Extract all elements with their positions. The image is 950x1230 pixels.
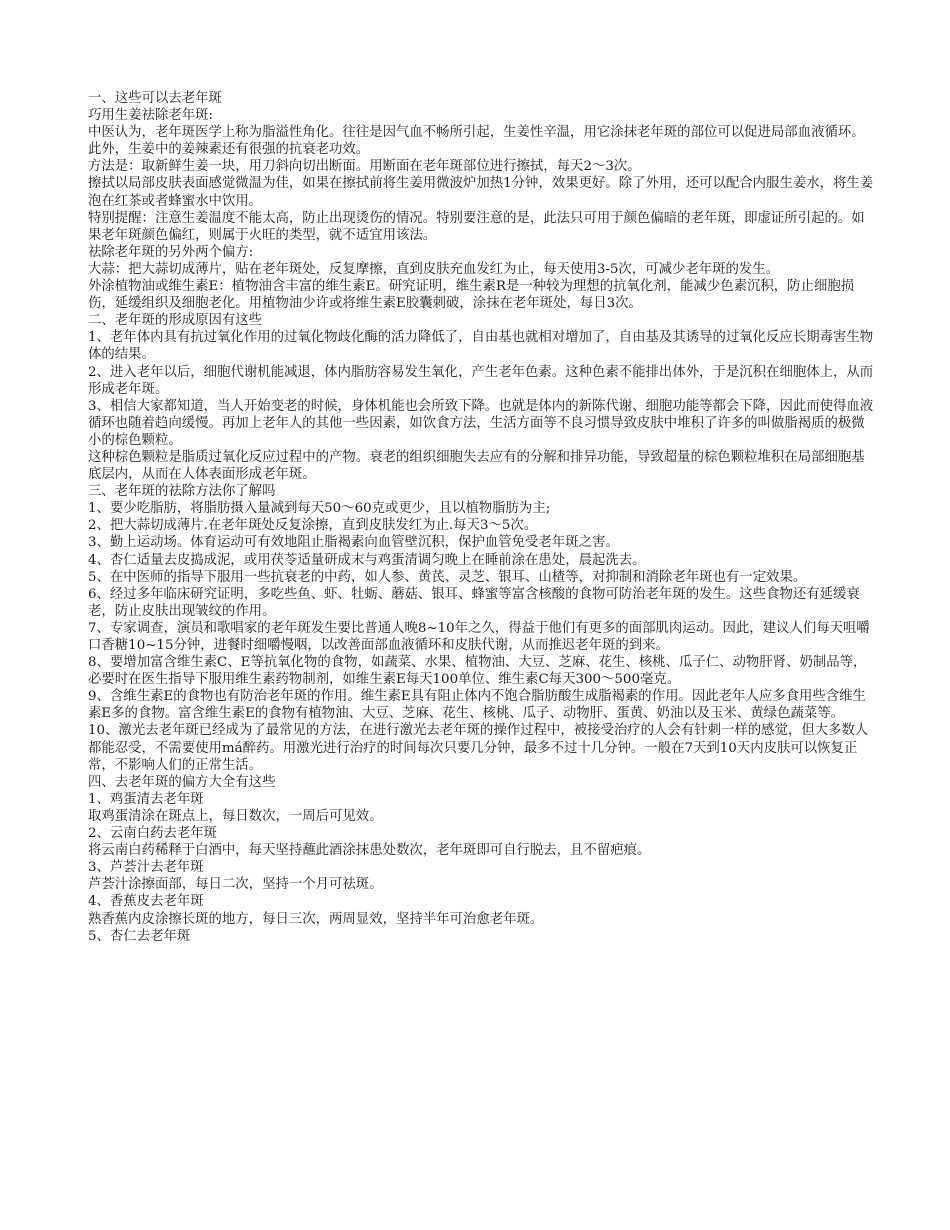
- section-heading-4: 四、去老年斑的偏方大全有这些: [88, 774, 276, 790]
- remedy-title: 1、鸡蛋清去老年斑: [88, 791, 204, 807]
- remedy-text: 熟香蕉内皮涂擦长斑的地方，每日三次，两周显效，坚持半年可治愈老年斑。: [88, 911, 544, 927]
- list-item: 8、要增加富含维生素C、E等抗氧化物的食物，如蔬菜、水果、植物油、大豆、芝麻、花生、核桃、瓜子仁、动物肝肾、奶制品等，必要时在医生指导下服用维生素药物制剂，如维生素E每天100单位、维生素C每天300～500毫克。: [88, 655, 867, 688]
- section-heading-3: 三、老年斑的祛除方法你了解吗: [88, 484, 276, 500]
- paragraph: 2、进入老年以后，细胞代谢机能减退，体内脂肪容易发生氧化，产生老年色素。这种色素不能排出体外，于是沉积在细胞体上，从而形成老年斑。: [88, 364, 874, 397]
- list-item: 6、经过多年临床研究证明，多吃些鱼、虾、牡蛎、蘑菇、银耳、蜂蜜等富含核酸的食物可防治老年斑的发生。这些食物还有延缓衰老，防止皮肤出现皱纹的作用。: [88, 586, 860, 619]
- remedy-title: 2、云南白药去老年斑: [88, 826, 218, 842]
- remedy-text: 将云南白药稀释于白酒中，每天坚持蘸此酒涂抹患处数次，老年斑即可自行脱去，且不留疤痕。: [88, 843, 651, 859]
- paragraph: 1、老年体内具有抗过氧化作用的过氧化物歧化酶的活力降低了，自由基也就相对增加了，自由基及其诱导的过氧化反应长期毒害生物体的结果。: [88, 330, 874, 363]
- paragraph: 擦拭以局部皮肤表面感觉微温为佳，如果在擦拭前将生姜用微波炉加热1分钟，效果更好。除了外用，还可以配合内服生姜水，将生姜泡在红茶或者蜂蜜水中饮用。: [88, 176, 874, 209]
- paragraph: 外涂植物油或维生素E：植物油含丰富的维生素E。研究证明，维生素R是一种较为理想的抗氧化剂，能减少色素沉积，防止细胞损伤，延缓组织及细胞老化。用植物油少许或将维生素E胶囊刺破，涂抹在老年斑处，每日3次。: [88, 279, 855, 312]
- list-item: 3、勤上运动场。体育运动可有效地阻止脂褐素向血管壁沉积，保护血管免受老年斑之害。: [88, 535, 619, 551]
- list-item: 10、激光去老年斑已经成为了最常见的方法，在进行激光去老年斑的操作过程中，被接受治疗的人会有针刺一样的感觉，但大多数人都能忍受，不需要使用má醉药。用激光进行治疗的时间每次只要几分钟，最多不过十几分钟。一般在7天到10天内皮肤可以恢复正常，不影响人们的正常生活。: [88, 723, 869, 773]
- paragraph: 大蒜：把大蒜切成薄片，贴在老年斑处，反复摩擦，直到皮肤充血发红为止，每天使用3-5次，可减少老年斑的发生。: [88, 261, 780, 277]
- paragraph: 3、相信大家都知道，当人开始变老的时候，身体机能也会所致下降。也就是体内的新陈代谢、细胞功能等都会下降，因此而使得血液循环也随着趋向缓慢。再加上老年人的其他一些因素，如饮食方法，生活方面等不良习惯导致皮肤中堆积了许多的叫做脂褐质的极微小的棕色颗粒。: [88, 398, 874, 448]
- remedy-text: 芦荟汁涂擦面部，每日二次，坚持一个月可祛斑。: [88, 877, 383, 893]
- list-item: 9、含维生素E的食物也有防治老年斑的作用。维生素E具有阻止体内不饱合脂肪酸生成脂褐素的作用。因此老年人应多食用些含维生素E多的食物。富含维生素E的食物有植物油、大豆、芝麻、花生、核桃、瓜子、动物肝、蛋黄、奶油以及玉米、黄绿色蔬菜等。: [88, 689, 866, 722]
- document-body: [88, 90, 878, 945]
- section-heading-1: 一、这些可以去老年斑: [88, 91, 222, 106]
- list-item: 4、杏仁适量去皮捣成泥，或用茯苓适量研成末与鸡蛋清调匀晚上在睡前涂在患处，晨起洗去。: [88, 552, 646, 568]
- list-item: 2、把大蒜切成薄片.在老年斑处反复涂擦，直到皮肤发红为止.每天3～5次。: [88, 518, 538, 534]
- remedy-title: 5、杏仁去老年斑: [88, 928, 191, 944]
- section-heading-2: 二、老年斑的形成原因有这些: [88, 313, 263, 329]
- list-item: 7、专家调查，演员和歌唱家的老年斑发生要比普通人晚8~10年之久，得益于他们有更多的面部肌肉运动。因此，建议人们每天咀嚼口香糖10~15分钟，进餐时细嚼慢咽，以改善面部血液循环和皮肤代谢，从而推迟老年斑的到来。: [88, 620, 870, 653]
- paragraph: 方法是：取新鲜生姜一块，用刀斜向切出断面。用断面在老年斑部位进行擦拭，每天2～3次。: [88, 159, 641, 175]
- remedy-title: 4、香蕉皮去老年斑: [88, 894, 204, 910]
- paragraph: 巧用生姜祛除老年斑:: [88, 108, 214, 124]
- remedy-title: 3、芦荟汁去老年斑: [88, 860, 204, 876]
- paragraph: 特别提醒：注意生姜温度不能太高，防止出现烫伤的情况。特别要注意的是，此法只可用于颜色偏暗的老年斑，即虚证所引起的。如果老年斑颜色偏红，则属于火旺的类型，就不适宜用该法。: [88, 210, 865, 243]
- paragraph: 这种棕色颗粒是脂质过氧化反应过程中的产物。衰老的组织细胞失去应有的分解和排异功能，导致超量的棕色颗粒堆积在局部细胞基底层内，从而在人体表面形成老年斑。: [88, 449, 865, 483]
- paragraph: 中医认为，老年斑医学上称为脂溢性角化。往往是因气血不畅所引起，生姜性辛温，用它涂抹老年斑的部位可以促进局部血液循环。此外，生姜中的姜辣素还有很强的抗衰老功效。: [88, 125, 865, 158]
- list-item: 1、要少吃脂肪，将脂肪摄入量减到每天50～60克或更少，且以植物脂肪为主;: [88, 501, 551, 517]
- remedy-text: 取鸡蛋清涂在斑点上，每日数次，一周后可见效。: [88, 808, 383, 824]
- list-item: 5、在中医师的指导下服用一些抗衰老的中药，如人参、黄芪、灵芝、银耳、山楂等，对抑制和消除老年斑也有一定效果。: [88, 569, 807, 585]
- paragraph: 祛除老年斑的另外两个偏方:: [88, 244, 254, 260]
